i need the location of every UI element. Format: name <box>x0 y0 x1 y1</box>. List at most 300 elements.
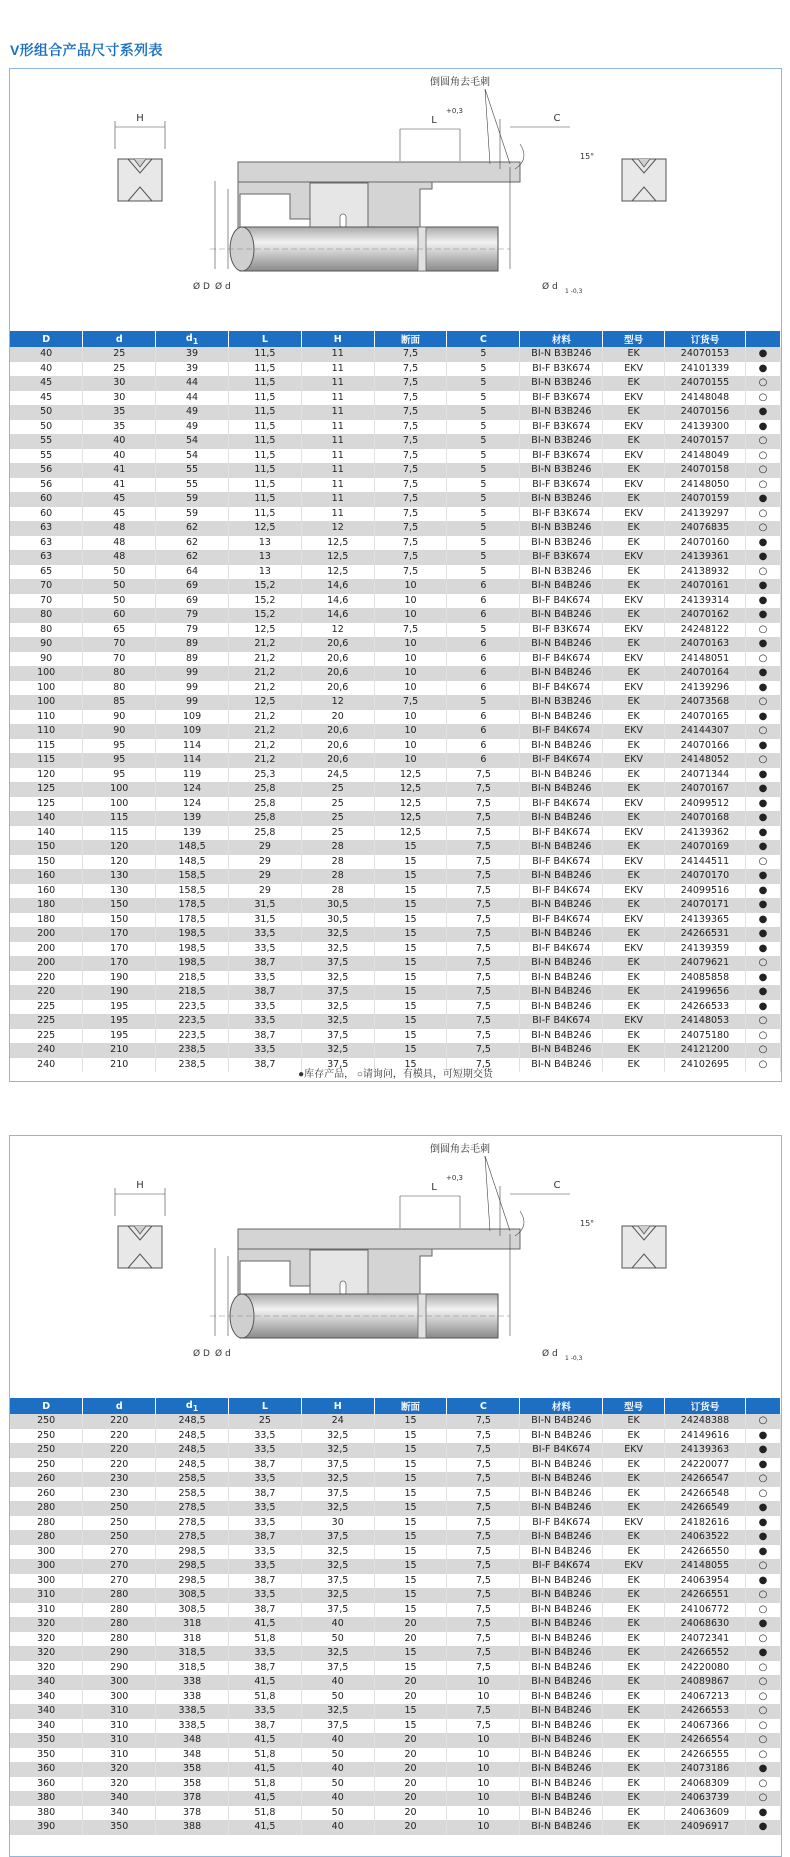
cell-c: 7,5 <box>447 884 520 899</box>
cell-d1: 39 <box>156 347 229 362</box>
cell-c: 10 <box>447 1733 520 1748</box>
cell-type: EK <box>603 782 665 797</box>
cell-type: EK <box>603 1029 665 1044</box>
cell-order-no: 24067213 <box>664 1690 745 1705</box>
cell-c: 7,5 <box>447 971 520 986</box>
cell-inner-d: 80 <box>83 681 156 696</box>
cell-stock: ● <box>745 1458 780 1473</box>
table-row <box>10 1719 781 1734</box>
cell-h: 20,6 <box>301 753 374 768</box>
cell-d1: 248,5 <box>156 1414 229 1429</box>
cell-c: 5 <box>447 449 520 464</box>
table-row <box>10 898 781 913</box>
cell-outer-d: 60 <box>10 507 83 522</box>
cell-l: 12,5 <box>228 521 301 536</box>
cell-material: BI-F B4K674 <box>520 1443 603 1458</box>
cell-inner-d: 290 <box>83 1646 156 1661</box>
cell-l: 13 <box>228 536 301 551</box>
cell-section: 10 <box>374 681 447 696</box>
cell-material: BI-F B4K674 <box>520 913 603 928</box>
cell-l: 51,8 <box>228 1632 301 1647</box>
cell-c: 7,5 <box>447 782 520 797</box>
dim-l-tolerance: +0,3 <box>446 107 463 115</box>
cell-section: 15 <box>374 913 447 928</box>
cell-order-no: 24144307 <box>664 724 745 739</box>
cell-material: BI-N B4B246 <box>520 1588 603 1603</box>
cell-stock: ● <box>745 739 780 754</box>
cell-order-no: 24089867 <box>664 1675 745 1690</box>
cell-material: BI-N B3B246 <box>520 463 603 478</box>
cell-material: BI-F B4K674 <box>520 884 603 899</box>
cell-material: BI-N B4B246 <box>520 927 603 942</box>
cell-material: BI-N B3B246 <box>520 521 603 536</box>
cell-section: 7,5 <box>374 362 447 377</box>
cell-stock: ● <box>745 898 780 913</box>
cell-d1: 278,5 <box>156 1516 229 1531</box>
cell-stock: ○ <box>745 449 780 464</box>
cell-outer-d: 380 <box>10 1806 83 1821</box>
cell-section: 10 <box>374 739 447 754</box>
cell-material: BI-N B4B246 <box>520 1603 603 1618</box>
table-row <box>10 594 781 609</box>
cell-outer-d: 125 <box>10 797 83 812</box>
cell-order-no: 24101339 <box>664 362 745 377</box>
cell-order-no: 24266533 <box>664 1000 745 1015</box>
cell-h: 32,5 <box>301 942 374 957</box>
cell-type: EKV <box>603 478 665 493</box>
cell-l: 51,8 <box>228 1806 301 1821</box>
cell-outer-d: 220 <box>10 985 83 1000</box>
cell-l: 51,8 <box>228 1748 301 1763</box>
cell-type: EKV <box>603 1516 665 1531</box>
cell-type: EK <box>603 1733 665 1748</box>
cell-h: 28 <box>301 884 374 899</box>
cell-h: 37,5 <box>301 1603 374 1618</box>
cell-stock: ○ <box>745 1029 780 1044</box>
col-header-d1-text: d <box>185 332 193 344</box>
cell-outer-d: 300 <box>10 1545 83 1560</box>
cell-type: EK <box>603 811 665 826</box>
cell-type: EK <box>603 1617 665 1632</box>
cell-material: BI-N B3B246 <box>520 405 603 420</box>
cell-h: 20,6 <box>301 666 374 681</box>
cell-h: 50 <box>301 1777 374 1792</box>
cell-d1: 238,5 <box>156 1043 229 1058</box>
cell-d1: 218,5 <box>156 971 229 986</box>
cell-outer-d: 390 <box>10 1820 83 1835</box>
cell-stock: ○ <box>745 623 780 638</box>
cell-c: 6 <box>447 652 520 667</box>
cell-section: 15 <box>374 927 447 942</box>
cell-l: 33,5 <box>228 1516 301 1531</box>
cell-l: 29 <box>228 855 301 870</box>
cell-type: EK <box>603 463 665 478</box>
cell-stock: ○ <box>745 507 780 522</box>
cell-inner-d: 95 <box>83 753 156 768</box>
cell-type: EKV <box>603 391 665 406</box>
cell-h: 20,6 <box>301 681 374 696</box>
table-row <box>10 1458 781 1473</box>
cell-stock: ● <box>745 913 780 928</box>
cell-l: 41,5 <box>228 1617 301 1632</box>
table-row <box>10 478 781 493</box>
cell-l: 25,8 <box>228 826 301 841</box>
cell-section: 12,5 <box>374 797 447 812</box>
table-row <box>10 362 781 377</box>
cell-stock: ● <box>745 1516 780 1531</box>
cell-l: 21,2 <box>228 637 301 652</box>
cell-section: 15 <box>374 1516 447 1531</box>
cell-order-no: 24070162 <box>664 608 745 623</box>
cell-d1: 338 <box>156 1675 229 1690</box>
cell-material: BI-N B4B246 <box>520 1487 603 1502</box>
phi-d1-subscript-2: 1 -0,3 <box>565 1355 583 1362</box>
col-header-order-no: 订货号 <box>664 331 745 347</box>
cell-stock: ○ <box>745 1559 780 1574</box>
cell-order-no: 24106772 <box>664 1603 745 1618</box>
cell-stock: ● <box>745 1545 780 1560</box>
cell-order-no: 24067366 <box>664 1719 745 1734</box>
cell-outer-d: 125 <box>10 782 83 797</box>
cell-d1: 338,5 <box>156 1704 229 1719</box>
cell-section: 15 <box>374 1545 447 1560</box>
cell-h: 24,5 <box>301 768 374 783</box>
cell-outer-d: 50 <box>10 405 83 420</box>
cell-outer-d: 63 <box>10 550 83 565</box>
cell-inner-d: 130 <box>83 869 156 884</box>
cell-d1: 348 <box>156 1733 229 1748</box>
cell-order-no: 24071344 <box>664 768 745 783</box>
cell-c: 5 <box>447 695 520 710</box>
cell-order-no: 24063522 <box>664 1530 745 1545</box>
cell-h: 12 <box>301 521 374 536</box>
phi-d1-label-2: Ø d <box>542 1349 558 1359</box>
cell-material: BI-N B3B246 <box>520 492 603 507</box>
cell-h: 32,5 <box>301 1472 374 1487</box>
cell-material: BI-N B4B246 <box>520 1530 603 1545</box>
cell-h: 11 <box>301 434 374 449</box>
cell-c: 7,5 <box>447 1530 520 1545</box>
cell-order-no: 24266531 <box>664 927 745 942</box>
cell-stock: ○ <box>745 1487 780 1502</box>
cell-h: 11 <box>301 376 374 391</box>
cell-material: BI-F B4K674 <box>520 826 603 841</box>
cell-section: 15 <box>374 1588 447 1603</box>
cell-c: 10 <box>447 1820 520 1835</box>
cell-inner-d: 45 <box>83 492 156 507</box>
table-row <box>10 753 781 768</box>
cell-material: BI-N B4B246 <box>520 768 603 783</box>
cell-outer-d: 110 <box>10 724 83 739</box>
cell-d1: 54 <box>156 449 229 464</box>
cell-c: 5 <box>447 463 520 478</box>
cell-type: EK <box>603 869 665 884</box>
cell-material: BI-N B4B246 <box>520 579 603 594</box>
cell-type: EK <box>603 492 665 507</box>
cell-outer-d: 56 <box>10 478 83 493</box>
cell-outer-d: 250 <box>10 1429 83 1444</box>
cell-outer-d: 63 <box>10 521 83 536</box>
cell-outer-d: 310 <box>10 1588 83 1603</box>
cell-l: 25,3 <box>228 768 301 783</box>
cell-order-no: 24139363 <box>664 1443 745 1458</box>
cell-d1: 308,5 <box>156 1603 229 1618</box>
col-header-l: L <box>228 1398 301 1414</box>
cell-l: 38,7 <box>228 985 301 1000</box>
cell-material: BI-N B4B246 <box>520 1058 603 1073</box>
cell-order-no: 24063954 <box>664 1574 745 1589</box>
table-row <box>10 971 781 986</box>
cell-material: BI-N B4B246 <box>520 782 603 797</box>
cell-h: 14,6 <box>301 594 374 609</box>
table-row <box>10 608 781 623</box>
cell-d1: 119 <box>156 768 229 783</box>
cell-material: BI-N B4B246 <box>520 739 603 754</box>
cell-inner-d: 85 <box>83 695 156 710</box>
cell-d1: 248,5 <box>156 1429 229 1444</box>
cell-c: 7,5 <box>447 942 520 957</box>
cell-stock: ● <box>745 492 780 507</box>
cell-l: 33,5 <box>228 1704 301 1719</box>
table-row <box>10 985 781 1000</box>
cell-h: 12 <box>301 623 374 638</box>
cell-c: 7,5 <box>447 869 520 884</box>
cell-h: 11 <box>301 420 374 435</box>
cell-c: 5 <box>447 362 520 377</box>
cell-inner-d: 100 <box>83 797 156 812</box>
cell-material: BI-N B4B246 <box>520 1690 603 1705</box>
cell-material: BI-N B4B246 <box>520 1733 603 1748</box>
cell-c: 6 <box>447 666 520 681</box>
cell-inner-d: 350 <box>83 1820 156 1835</box>
table-row <box>10 681 781 696</box>
cell-l: 21,2 <box>228 753 301 768</box>
table-row <box>10 927 781 942</box>
cell-material: BI-N B4B246 <box>520 1806 603 1821</box>
cell-d1: 64 <box>156 565 229 580</box>
cell-c: 7,5 <box>447 811 520 826</box>
cell-type: EK <box>603 579 665 594</box>
cell-d1: 69 <box>156 594 229 609</box>
cell-h: 32,5 <box>301 1000 374 1015</box>
cell-l: 21,2 <box>228 710 301 725</box>
cell-inner-d: 150 <box>83 913 156 928</box>
seal-diagram-2 <box>10 1136 781 1396</box>
cell-material: BI-N B4B246 <box>520 971 603 986</box>
cell-inner-d: 90 <box>83 724 156 739</box>
cell-section: 7,5 <box>374 376 447 391</box>
cell-h: 25 <box>301 797 374 812</box>
cell-h: 11 <box>301 391 374 406</box>
col-header-material: 材料 <box>520 331 603 347</box>
phi-d-outer-label: Ø D <box>193 282 210 292</box>
cell-order-no: 24070161 <box>664 579 745 594</box>
cell-stock: ● <box>745 884 780 899</box>
cell-h: 20,6 <box>301 652 374 667</box>
col-header-inner-d: d <box>83 331 156 347</box>
cell-d1: 54 <box>156 434 229 449</box>
cell-section: 7,5 <box>374 463 447 478</box>
cell-type: EK <box>603 985 665 1000</box>
cell-material: BI-N B4B246 <box>520 710 603 725</box>
cell-h: 12 <box>301 695 374 710</box>
cell-type: EK <box>603 405 665 420</box>
table-row <box>10 1617 781 1632</box>
col-header-d1 <box>156 331 229 347</box>
cell-outer-d: 280 <box>10 1516 83 1531</box>
cell-outer-d: 90 <box>10 652 83 667</box>
cell-section: 15 <box>374 1000 447 1015</box>
cell-order-no: 24266550 <box>664 1545 745 1560</box>
cell-outer-d: 360 <box>10 1777 83 1792</box>
cell-order-no: 24138932 <box>664 565 745 580</box>
cell-stock: ○ <box>745 478 780 493</box>
cell-inner-d: 310 <box>83 1719 156 1734</box>
col-header-h: H <box>301 1398 374 1414</box>
col-header-type: 型号 <box>603 331 665 347</box>
cell-inner-d: 210 <box>83 1043 156 1058</box>
cell-outer-d: 110 <box>10 710 83 725</box>
cell-material: BI-F B3K674 <box>520 550 603 565</box>
cell-stock: ○ <box>745 1675 780 1690</box>
cell-inner-d: 220 <box>83 1443 156 1458</box>
cell-c: 7,5 <box>447 898 520 913</box>
cell-order-no: 24076835 <box>664 521 745 536</box>
cell-d1: 198,5 <box>156 942 229 957</box>
table-row <box>10 405 781 420</box>
table-row <box>10 463 781 478</box>
cell-l: 11,5 <box>228 376 301 391</box>
cell-order-no: 24266555 <box>664 1748 745 1763</box>
cell-stock: ○ <box>745 1791 780 1806</box>
cell-material: BI-F B3K674 <box>520 362 603 377</box>
cell-d1: 198,5 <box>156 956 229 971</box>
cell-c: 5 <box>447 405 520 420</box>
cell-h: 37,5 <box>301 985 374 1000</box>
cell-section: 10 <box>374 666 447 681</box>
cell-d1: 69 <box>156 579 229 594</box>
cell-c: 7,5 <box>447 1661 520 1676</box>
cell-d1: 62 <box>156 536 229 551</box>
cell-order-no: 24144511 <box>664 855 745 870</box>
cell-l: 33,5 <box>228 1014 301 1029</box>
cell-h: 11 <box>301 405 374 420</box>
cell-c: 7,5 <box>447 768 520 783</box>
cell-l: 11,5 <box>228 391 301 406</box>
cell-d1: 358 <box>156 1762 229 1777</box>
cell-material: BI-N B4B246 <box>520 1675 603 1690</box>
cell-stock: ● <box>745 797 780 812</box>
cell-l: 25 <box>228 1414 301 1429</box>
cell-type: EK <box>603 666 665 681</box>
cell-l: 11,5 <box>228 362 301 377</box>
cell-type: EK <box>603 1588 665 1603</box>
cell-type: EKV <box>603 1443 665 1458</box>
cell-order-no: 24139361 <box>664 550 745 565</box>
cell-h: 12,5 <box>301 536 374 551</box>
cell-outer-d: 100 <box>10 666 83 681</box>
table-row <box>10 1733 781 1748</box>
cell-h: 25 <box>301 811 374 826</box>
cell-l: 33,5 <box>228 1000 301 1015</box>
cell-l: 38,7 <box>228 1603 301 1618</box>
cell-l: 38,7 <box>228 1058 301 1073</box>
table-row <box>10 1545 781 1560</box>
cell-type: EK <box>603 1487 665 1502</box>
cell-type: EK <box>603 898 665 913</box>
cell-material: BI-N B4B246 <box>520 1029 603 1044</box>
cell-inner-d: 25 <box>83 362 156 377</box>
cell-inner-d: 60 <box>83 608 156 623</box>
cell-stock: ○ <box>745 1014 780 1029</box>
cell-outer-d: 225 <box>10 1029 83 1044</box>
cell-type: EK <box>603 1603 665 1618</box>
table-row <box>10 1646 781 1661</box>
cell-d1: 139 <box>156 826 229 841</box>
cell-order-no: 24266554 <box>664 1733 745 1748</box>
cell-inner-d: 120 <box>83 855 156 870</box>
cell-inner-d: 270 <box>83 1574 156 1589</box>
cell-stock: ○ <box>745 652 780 667</box>
cell-section: 7,5 <box>374 550 447 565</box>
cell-c: 5 <box>447 376 520 391</box>
cell-order-no: 24070157 <box>664 434 745 449</box>
cell-section: 20 <box>374 1762 447 1777</box>
cell-section: 15 <box>374 971 447 986</box>
cell-l: 11,5 <box>228 449 301 464</box>
cell-d1: 79 <box>156 623 229 638</box>
cell-c: 7,5 <box>447 1443 520 1458</box>
cell-material: BI-N B3B246 <box>520 434 603 449</box>
cell-outer-d: 150 <box>10 840 83 855</box>
cell-section: 15 <box>374 1443 447 1458</box>
cell-type: EK <box>603 1704 665 1719</box>
cell-l: 33,5 <box>228 971 301 986</box>
cell-stock: ● <box>745 811 780 826</box>
cell-l: 21,2 <box>228 739 301 754</box>
cell-l: 38,7 <box>228 1574 301 1589</box>
cell-c: 6 <box>447 739 520 754</box>
cell-d1: 238,5 <box>156 1058 229 1073</box>
cell-section: 15 <box>374 1014 447 1029</box>
cell-type: EK <box>603 347 665 362</box>
cell-material: BI-N B4B246 <box>520 956 603 971</box>
table-header-row <box>10 331 781 347</box>
cell-l: 29 <box>228 869 301 884</box>
cell-outer-d: 80 <box>10 623 83 638</box>
cell-stock: ● <box>745 826 780 841</box>
cell-l: 38,7 <box>228 1458 301 1473</box>
cell-material: BI-N B4B246 <box>520 1719 603 1734</box>
cell-h: 50 <box>301 1632 374 1647</box>
cell-c: 7,5 <box>447 1414 520 1429</box>
cell-h: 40 <box>301 1617 374 1632</box>
cell-l: 11,5 <box>228 405 301 420</box>
cell-d1: 148,5 <box>156 855 229 870</box>
cell-c: 6 <box>447 724 520 739</box>
cell-stock: ○ <box>745 1748 780 1763</box>
table-row <box>10 507 781 522</box>
cell-material: BI-N B4B246 <box>520 1429 603 1444</box>
cell-c: 10 <box>447 1791 520 1806</box>
cell-type: EK <box>603 1675 665 1690</box>
cell-stock: ● <box>745 869 780 884</box>
cell-order-no: 24073568 <box>664 695 745 710</box>
cell-l: 31,5 <box>228 913 301 928</box>
cell-type: EK <box>603 1429 665 1444</box>
cell-c: 7,5 <box>447 1632 520 1647</box>
cell-stock: ● <box>745 782 780 797</box>
